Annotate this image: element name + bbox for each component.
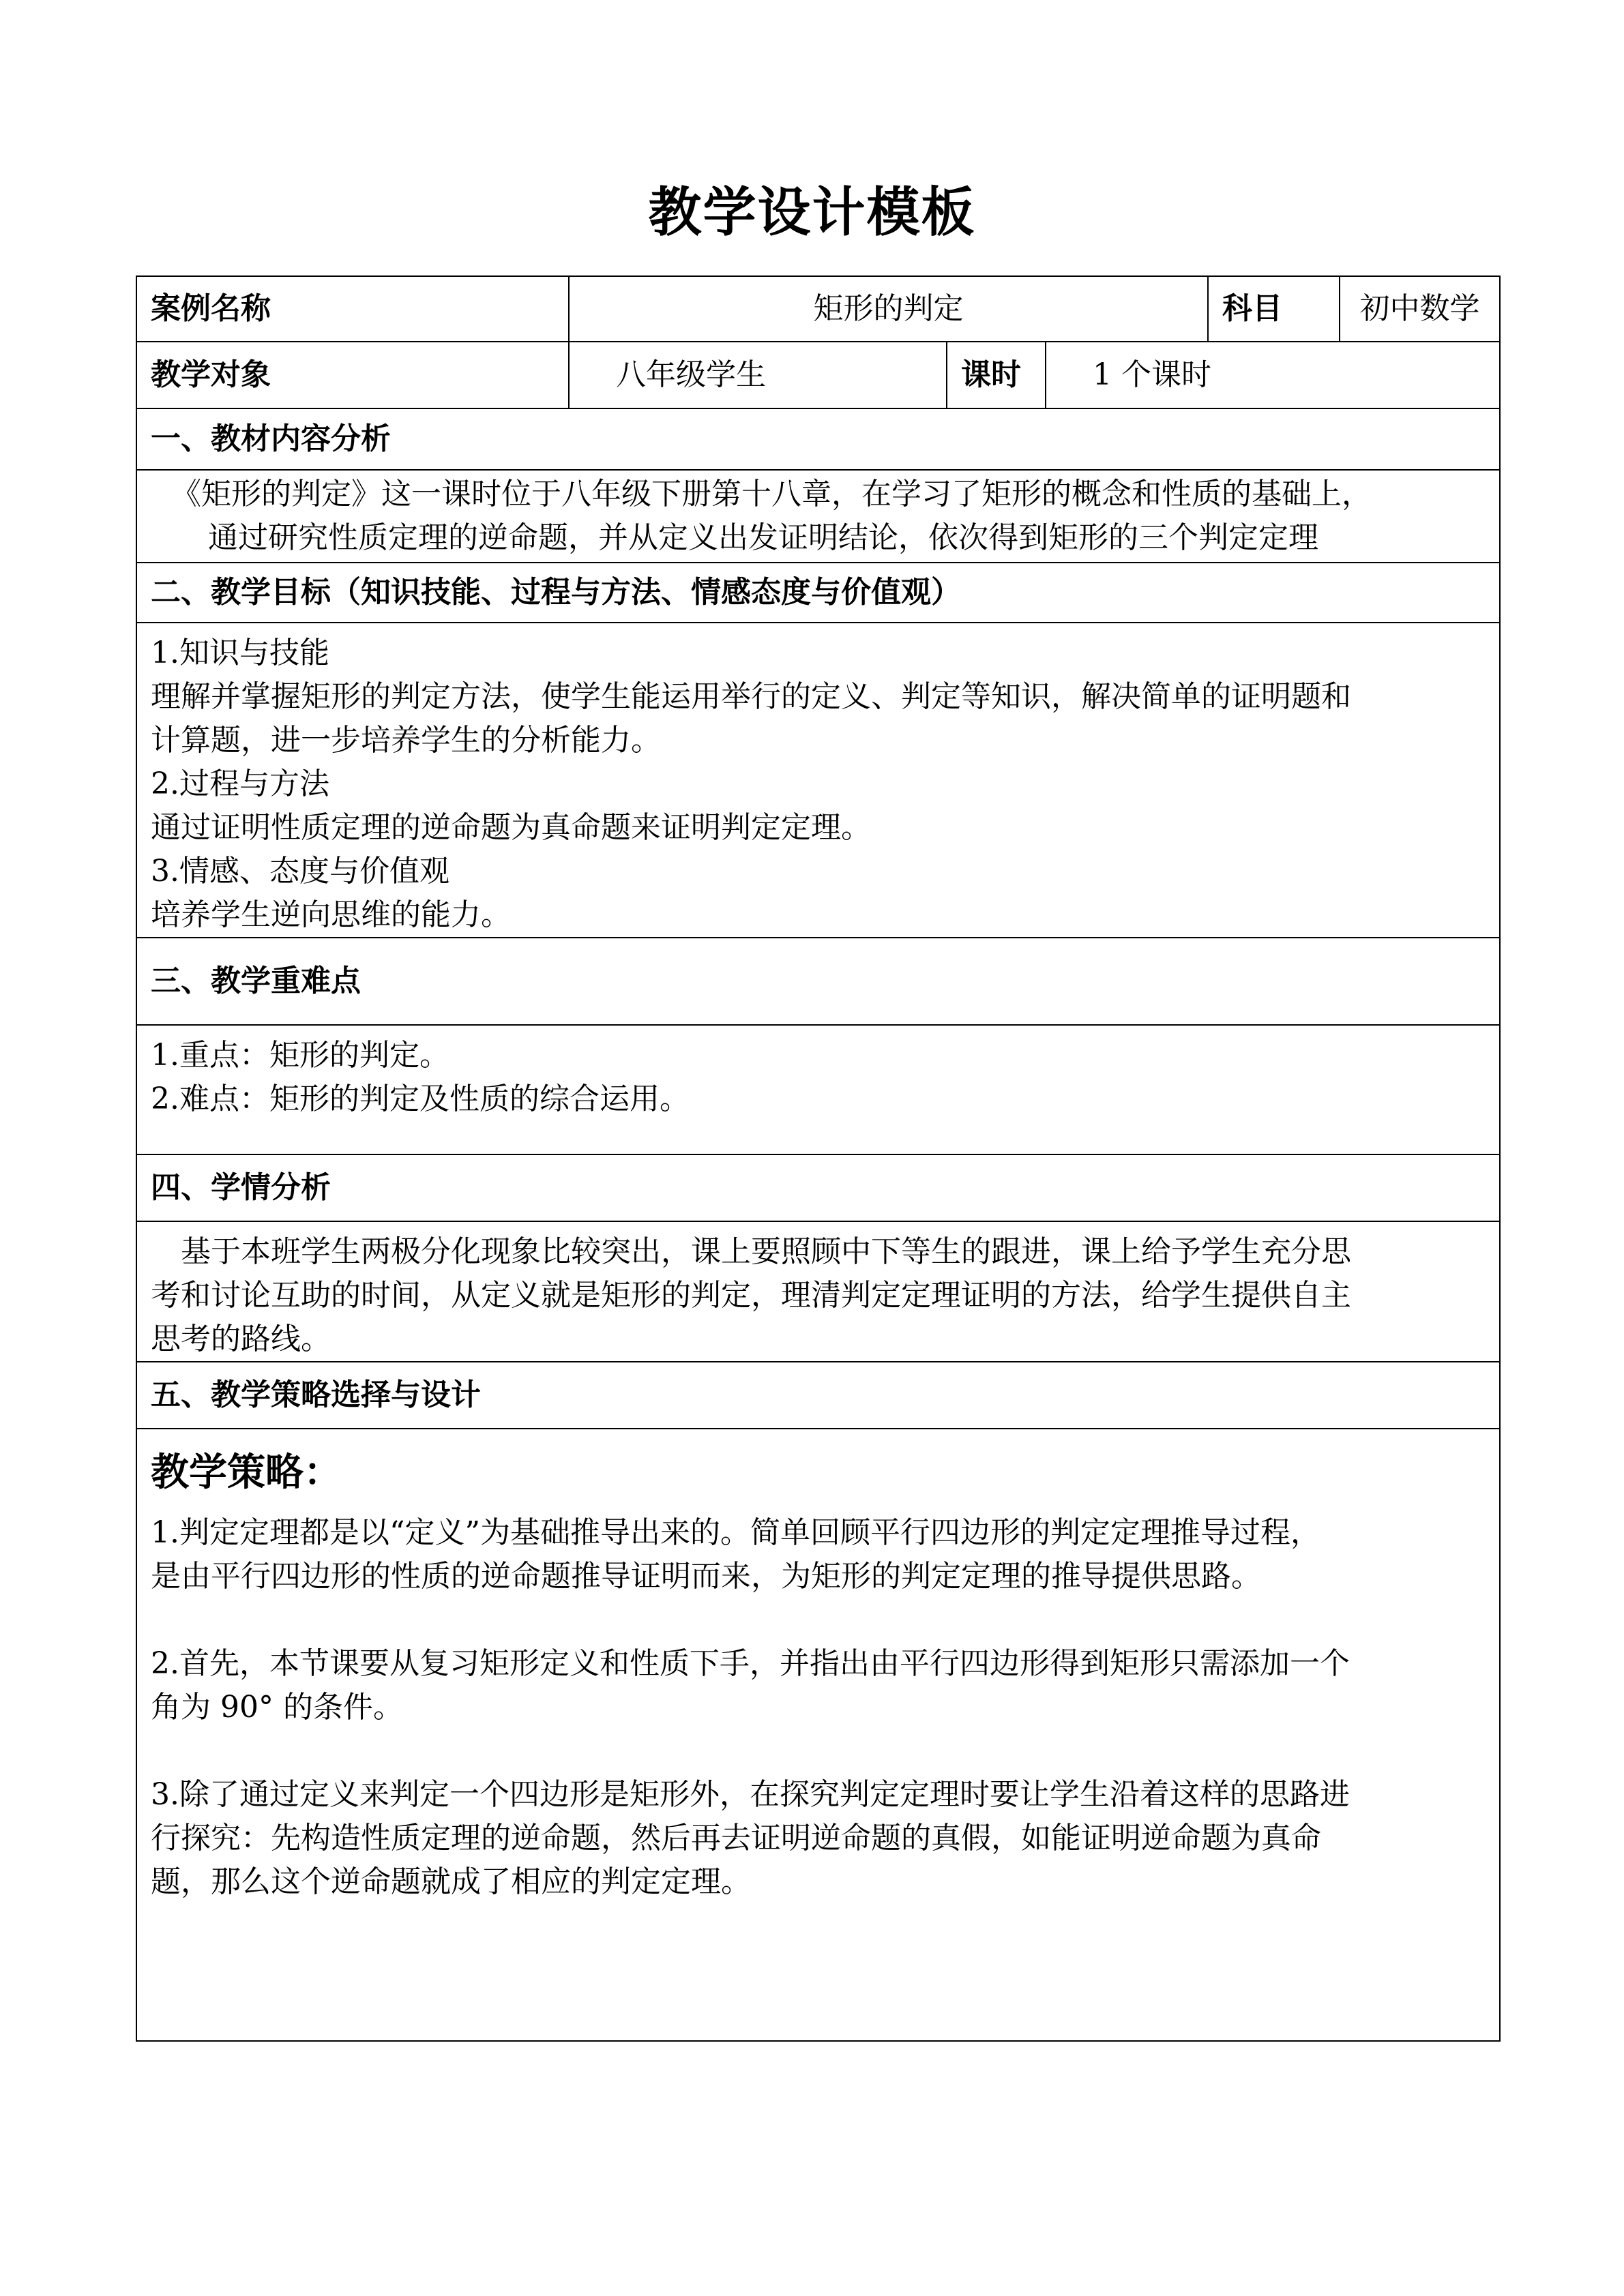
objectives-content-row — [136, 623, 1500, 938]
objectives-line: 理解并掌握矩形的判定方法，使学生能运用举行的定义、判定等知识，解决简单的证明题和 — [151, 679, 1351, 714]
material-content — [136, 470, 1500, 563]
objectives-line: 通过证明性质定理的逆命题为真命题来证明判定定理。 — [151, 810, 871, 845]
case-name-row — [136, 276, 1500, 342]
lesson-design-table — [136, 275, 1501, 2042]
keypoints-line: 1.重点：矩形的判定。 — [151, 1038, 449, 1073]
learner-content — [136, 1221, 1500, 1362]
material-line: 《矩形的判定》这一课时位于八年级下册第十八章，在学习了矩形的概念和性质的基础上， — [171, 477, 1372, 511]
strategy-line: 是由平行四边形的性质的逆命题推导证明而来，为矩形的判定定理的推导提供思路。 — [151, 1559, 1261, 1594]
keypoints-heading: 三、教学重难点 — [136, 938, 1500, 1025]
strategy-line: 行探究：先构造性质定理的逆命题，然后再去证明逆命题的真假，如能证明逆命题为真命 — [151, 1821, 1321, 1855]
learner-heading: 四、学情分析 — [136, 1154, 1500, 1221]
strategy-line: 题，那么这个逆命题就成了相应的判定定理。 — [151, 1864, 751, 1899]
subject-value: 初中数学 — [1340, 276, 1500, 342]
strategy-line: 2.首先，本节课要从复习矩形定义和性质下手，并指出由平行四边形得到矩形只需添加一个 — [151, 1646, 1350, 1681]
keypoints-content — [136, 1025, 1500, 1154]
keypoints-line: 2.难点：矩形的判定及性质的综合运用。 — [151, 1082, 690, 1116]
strategy-heading-row — [136, 1362, 1500, 1429]
strategy-heading: 五、教学策略选择与设计 — [136, 1362, 1500, 1429]
keypoints-content-row — [136, 1025, 1500, 1154]
period-value: 1 个课时 — [1046, 342, 1500, 408]
strategy-line: 1.判定定理都是以“定义”为基础推导出来的。简单回顾平行四边形的判定定理推导过程， — [151, 1515, 1320, 1550]
objectives-line: 培养学生逆向思维的能力。 — [151, 897, 511, 932]
strategy-content — [136, 1429, 1500, 2041]
subject-label: 科目 — [1208, 276, 1340, 342]
case-name-value: 矩形的判定 — [569, 276, 1208, 342]
material-heading: 一、教材内容分析 — [136, 408, 1500, 470]
paragraph-gap — [151, 1598, 1486, 1642]
objectives-heading: 二、教学目标（知识技能、过程与方法、情感态度与价值观） — [136, 563, 1500, 623]
objectives-content — [136, 623, 1500, 938]
learner-heading-row — [136, 1154, 1500, 1221]
paragraph-gap — [151, 1729, 1486, 1773]
target-value: 八年级学生 — [569, 342, 947, 408]
strategy-line: 角为 90° 的条件。 — [151, 1690, 403, 1725]
period-label: 课时 — [947, 342, 1046, 408]
objectives-heading-row — [136, 563, 1500, 623]
learner-content-row — [136, 1221, 1500, 1362]
objectives-line: 3.情感、态度与价值观 — [151, 854, 449, 889]
material-heading-row — [136, 408, 1500, 470]
material-line: 通过研究性质定理的逆命题，并从定义出发证明结论，依次得到矩形的三个判定定理 — [208, 520, 1318, 555]
learner-line: 思考的路线。 — [151, 1322, 331, 1356]
objectives-line: 1.知识与技能 — [151, 636, 329, 670]
target-row — [136, 342, 1500, 408]
learner-line: 基于本班学生两极分化现象比较突出，课上要照顾中下等生的跟进，课上给予学生充分思 — [181, 1234, 1351, 1269]
material-content-row — [136, 470, 1500, 563]
strategy-subheading: 教学策略： — [151, 1450, 342, 1495]
case-name-label: 案例名称 — [136, 276, 569, 342]
keypoints-heading-row — [136, 938, 1500, 1025]
strategy-content-row — [136, 1429, 1500, 2041]
target-label: 教学对象 — [136, 342, 569, 408]
learner-line: 考和讨论互助的时间，从定义就是矩形的判定，理清判定定理证明的方法，给学生提供自主 — [151, 1278, 1351, 1313]
objectives-line: 2.过程与方法 — [151, 766, 329, 801]
page-title: 教学设计模板 — [648, 182, 976, 243]
strategy-line: 3.除了通过定义来判定一个四边形是矩形外，在探究判定定理时要让学生沿着这样的思路进 — [151, 1777, 1350, 1812]
objectives-line: 计算题，进一步培养学生的分析能力。 — [151, 723, 661, 758]
